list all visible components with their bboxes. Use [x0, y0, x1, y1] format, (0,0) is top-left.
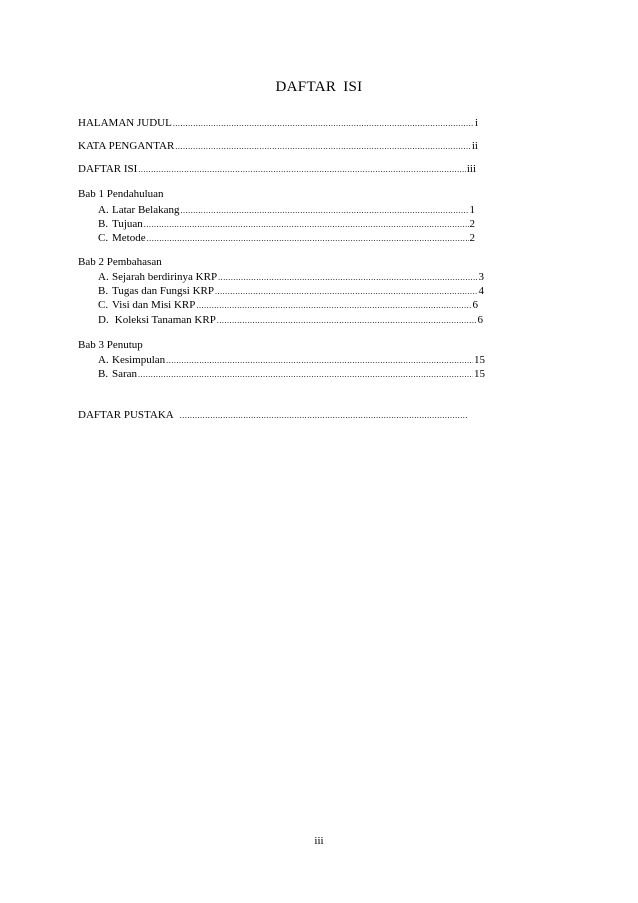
dot-leader: [175, 140, 471, 153]
toc-entry-page: 1: [469, 204, 475, 216]
toc-entry-page: 15: [474, 354, 485, 366]
toc-entry: [98, 285, 484, 298]
toc-entry-label: KATA PENGANTAR: [78, 140, 175, 152]
dot-leader: [138, 368, 473, 381]
dot-leader: [138, 163, 466, 176]
toc-entry-page: 6: [472, 299, 478, 311]
chapter-heading: Bab 1 Pendahuluan: [78, 188, 164, 200]
toc-entry-label: DAFTAR ISI: [78, 163, 138, 175]
toc-entry-page: 3: [478, 271, 484, 283]
dot-leader: [180, 409, 467, 422]
toc-entry-page: iii: [466, 163, 476, 175]
toc-entry-label: DAFTAR PUSTAKA: [78, 409, 174, 421]
toc-entry-label: Visi dan Misi KRP: [112, 299, 196, 311]
toc-entry-label: Saran: [112, 368, 138, 380]
toc-entry-page: 6: [477, 314, 483, 326]
toc-entry: [98, 218, 475, 231]
item-marker: C.: [98, 232, 109, 244]
page-title: DAFTAR ISI: [275, 79, 363, 95]
item-marker: B.: [98, 218, 109, 230]
item-marker: A.: [98, 354, 109, 366]
item-marker: B.: [98, 285, 109, 297]
toc-entry-front: [78, 140, 478, 153]
toc-entry-label: Latar Belakang: [112, 204, 180, 216]
toc-entry-page: 15: [474, 368, 485, 380]
toc-entry: [98, 232, 475, 245]
dot-leader: [173, 117, 474, 130]
dot-leader: [181, 204, 469, 217]
item-marker: B.: [98, 368, 109, 380]
toc-entry-label: Tujuan: [112, 218, 143, 230]
chapter-heading: Bab 2 Pembahasan: [78, 256, 162, 268]
toc-entry-page: 4: [478, 285, 484, 297]
toc-entry: [98, 314, 483, 327]
item-marker: A.: [98, 271, 109, 283]
page-number: iii: [314, 835, 324, 847]
toc-entry-label: HALAMAN JUDUL: [78, 117, 172, 129]
toc-entry: [98, 354, 485, 367]
toc-entry: [98, 368, 485, 381]
toc-entry-label: Kesimpulan: [112, 354, 166, 366]
toc-entry-back: [78, 409, 468, 422]
toc-entry-label: Tugas dan Fungsi KRP: [112, 285, 214, 297]
chapter-heading: Bab 3 Penutup: [78, 339, 143, 351]
dot-leader: [196, 299, 471, 312]
dot-leader: [166, 354, 473, 367]
toc-entry-label: Metode: [112, 232, 146, 244]
item-marker: D.: [98, 314, 109, 326]
toc-entry: [98, 204, 475, 217]
toc-entry-page: i: [474, 117, 478, 129]
toc-entry-front: [78, 117, 478, 130]
toc-entry-page: 2: [469, 232, 475, 244]
item-marker: C.: [98, 299, 109, 311]
dot-leader: [218, 271, 477, 284]
toc-entry-front: [78, 163, 476, 176]
dot-leader: [144, 218, 469, 231]
dot-leader: [217, 314, 477, 327]
toc-entry: [98, 299, 478, 312]
dot-leader: [147, 232, 469, 245]
toc-entry: [98, 271, 484, 284]
toc-entry-page: ii: [471, 140, 478, 152]
item-marker: A.: [98, 204, 109, 216]
toc-entry-label: Sejarah berdirinya KRP: [112, 271, 218, 283]
toc-entry-label: Koleksi Tanaman KRP: [112, 314, 216, 326]
toc-entry-page: 2: [469, 218, 475, 230]
dot-leader: [215, 285, 478, 298]
